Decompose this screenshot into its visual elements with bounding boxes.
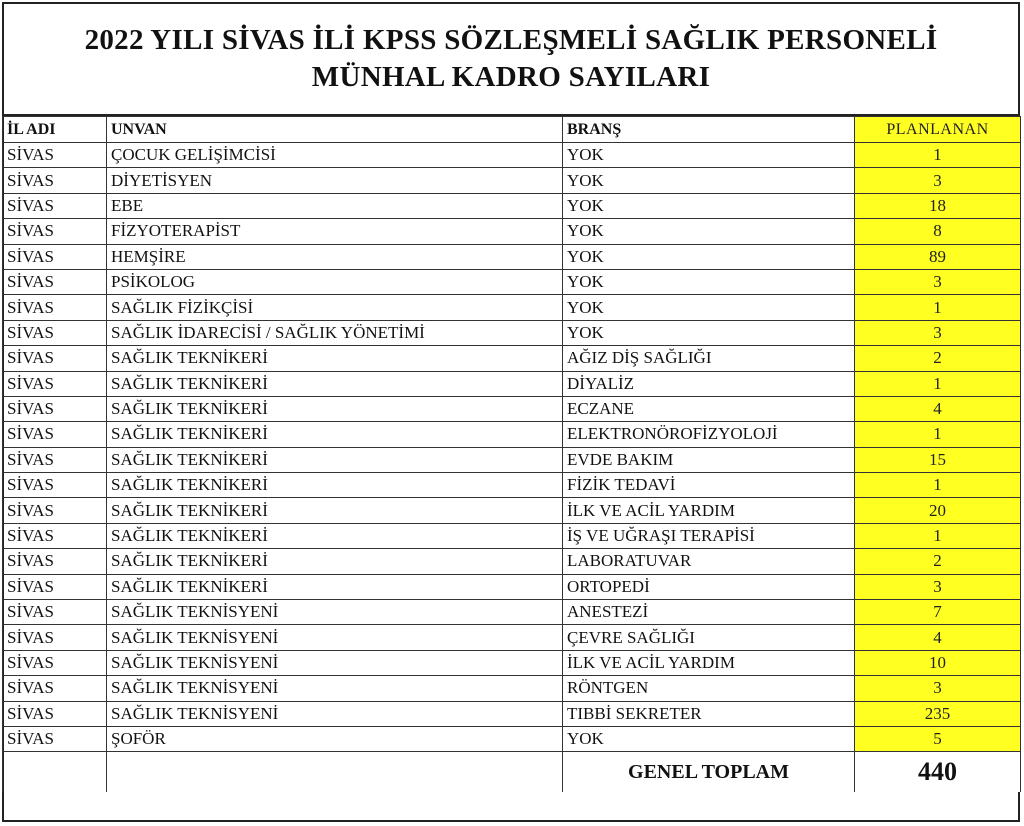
cell-il: SİVAS (3, 523, 107, 548)
cell-brans: ÇEVRE SAĞLIĞI (563, 625, 855, 650)
table-row (3, 650, 1021, 675)
cell-il: SİVAS (3, 193, 107, 218)
cell-il: SİVAS (3, 625, 107, 650)
cell-planlanan: 10 (855, 650, 1021, 675)
cell-brans: YOK (563, 168, 855, 193)
cell-brans: İLK VE ACİL YARDIM (563, 650, 855, 675)
table-row (3, 422, 1021, 447)
table-row (3, 295, 1021, 320)
cell-unvan: SAĞLIK TEKNİSYENİ (107, 650, 563, 675)
cell-unvan: ÇOCUK GELİŞİMCİSİ (107, 143, 563, 168)
cell-il: SİVAS (3, 143, 107, 168)
cell-unvan: SAĞLIK TEKNİKERİ (107, 371, 563, 396)
title-line-2: MÜNHAL KADRO SAYILARI (311, 61, 711, 93)
cell-brans: DİYALİZ (563, 371, 855, 396)
table-row (3, 701, 1021, 726)
cell-planlanan: 89 (855, 244, 1021, 269)
cell-planlanan: 3 (855, 168, 1021, 193)
cell-unvan: SAĞLIK İDARECİSİ / SAĞLIK YÖNETİMİ (107, 320, 563, 345)
table-row (3, 269, 1021, 294)
table-row (3, 346, 1021, 371)
cell-planlanan: 1 (855, 143, 1021, 168)
cell-unvan: SAĞLIK TEKNİKERİ (107, 447, 563, 472)
table-row (3, 320, 1021, 345)
cell-unvan: SAĞLIK TEKNİKERİ (107, 498, 563, 523)
cell-unvan: PSİKOLOG (107, 269, 563, 294)
table-row (3, 396, 1021, 421)
cell-planlanan: 2 (855, 346, 1021, 371)
cell-unvan: SAĞLIK TEKNİSYENİ (107, 625, 563, 650)
table-row (3, 498, 1021, 523)
cell-unvan: SAĞLIK TEKNİKERİ (107, 396, 563, 421)
table-row (3, 676, 1021, 701)
table-row (3, 549, 1021, 574)
cell-brans: YOK (563, 219, 855, 244)
vacancy-table (2, 116, 1021, 792)
cell-planlanan: 3 (855, 320, 1021, 345)
total-value: 440 (855, 752, 1021, 792)
cell-unvan: ŞOFÖR (107, 726, 563, 751)
cell-brans: ELEKTRONÖROFİZYOLOJİ (563, 422, 855, 447)
cell-planlanan: 1 (855, 295, 1021, 320)
cell-unvan: SAĞLIK TEKNİSYENİ (107, 600, 563, 625)
cell-unvan: SAĞLIK TEKNİSYENİ (107, 701, 563, 726)
cell-brans: AĞIZ DİŞ SAĞLIĞI (563, 346, 855, 371)
cell-planlanan: 1 (855, 422, 1021, 447)
table-row (3, 168, 1021, 193)
cell-brans: YOK (563, 320, 855, 345)
cell-unvan: SAĞLIK TEKNİKERİ (107, 473, 563, 498)
table-row (3, 625, 1021, 650)
cell-il: SİVAS (3, 269, 107, 294)
cell-planlanan: 3 (855, 269, 1021, 294)
cell-il: SİVAS (3, 422, 107, 447)
cell-planlanan: 18 (855, 193, 1021, 218)
cell-planlanan: 235 (855, 701, 1021, 726)
cell-planlanan: 7 (855, 600, 1021, 625)
cell-il: SİVAS (3, 650, 107, 675)
table-row (3, 244, 1021, 269)
cell-brans: ORTOPEDİ (563, 574, 855, 599)
cell-brans: YOK (563, 244, 855, 269)
cell-il: SİVAS (3, 549, 107, 574)
cell-unvan: SAĞLIK TEKNİKERİ (107, 549, 563, 574)
cell-planlanan: 1 (855, 523, 1021, 548)
cell-planlanan: 4 (855, 625, 1021, 650)
cell-planlanan: 1 (855, 473, 1021, 498)
cell-unvan: SAĞLIK TEKNİKERİ (107, 523, 563, 548)
cell-il: SİVAS (3, 168, 107, 193)
cell-il: SİVAS (3, 447, 107, 472)
cell-il: SİVAS (3, 600, 107, 625)
cell-brans: İLK VE ACİL YARDIM (563, 498, 855, 523)
cell-planlanan: 3 (855, 574, 1021, 599)
table-row (3, 473, 1021, 498)
table-header-row (3, 117, 1021, 143)
cell-unvan: SAĞLIK FİZİKÇİSİ (107, 295, 563, 320)
cell-planlanan: 15 (855, 447, 1021, 472)
cell-il: SİVAS (3, 574, 107, 599)
cell-il: SİVAS (3, 726, 107, 751)
table-row (3, 574, 1021, 599)
title-line-1: 2022 YILI SİVAS İLİ KPSS SÖZLEŞMELİ SAĞLIK PERSONELİ (84, 24, 938, 56)
table-row (3, 143, 1021, 168)
total-empty-1 (3, 752, 107, 792)
table-row (3, 193, 1021, 218)
cell-planlanan: 2 (855, 549, 1021, 574)
table-row (3, 523, 1021, 548)
cell-brans: İŞ VE UĞRAŞI TERAPİSİ (563, 523, 855, 548)
cell-brans: YOK (563, 295, 855, 320)
table-row (3, 371, 1021, 396)
cell-unvan: FİZYOTERAPİST (107, 219, 563, 244)
cell-planlanan: 8 (855, 219, 1021, 244)
document-sheet (2, 2, 1020, 822)
cell-brans: FİZİK TEDAVİ (563, 473, 855, 498)
cell-il: SİVAS (3, 346, 107, 371)
cell-il: SİVAS (3, 219, 107, 244)
cell-il: SİVAS (3, 701, 107, 726)
cell-unvan: SAĞLIK TEKNİKERİ (107, 422, 563, 447)
cell-planlanan: 5 (855, 726, 1021, 751)
cell-il: SİVAS (3, 244, 107, 269)
cell-unvan: SAĞLIK TEKNİKERİ (107, 346, 563, 371)
cell-brans: YOK (563, 143, 855, 168)
cell-brans: YOK (563, 269, 855, 294)
total-label: GENEL TOPLAM (563, 752, 855, 792)
cell-il: SİVAS (3, 473, 107, 498)
header-planlanan: PLANLANAN (855, 117, 1021, 143)
cell-unvan: EBE (107, 193, 563, 218)
cell-il: SİVAS (3, 320, 107, 345)
cell-brans: TIBBİ SEKRETER (563, 701, 855, 726)
header-brans: BRANŞ (563, 117, 855, 143)
header-unvan: UNVAN (107, 117, 563, 143)
header-il-adi: İL ADI (3, 117, 107, 143)
cell-brans: ANESTEZİ (563, 600, 855, 625)
cell-il: SİVAS (3, 396, 107, 421)
cell-planlanan: 4 (855, 396, 1021, 421)
cell-brans: LABORATUVAR (563, 549, 855, 574)
table-row (3, 726, 1021, 751)
table-row (3, 447, 1021, 472)
cell-planlanan: 20 (855, 498, 1021, 523)
cell-il: SİVAS (3, 295, 107, 320)
cell-il: SİVAS (3, 371, 107, 396)
cell-brans: EVDE BAKIM (563, 447, 855, 472)
document-title (4, 4, 1018, 116)
total-empty-2 (107, 752, 563, 792)
cell-brans: YOK (563, 726, 855, 751)
cell-il: SİVAS (3, 498, 107, 523)
table-row (3, 219, 1021, 244)
total-row (3, 752, 1021, 792)
cell-brans: ECZANE (563, 396, 855, 421)
table-row (3, 600, 1021, 625)
cell-unvan: HEMŞİRE (107, 244, 563, 269)
cell-planlanan: 3 (855, 676, 1021, 701)
cell-planlanan: 1 (855, 371, 1021, 396)
cell-unvan: SAĞLIK TEKNİSYENİ (107, 676, 563, 701)
cell-brans: RÖNTGEN (563, 676, 855, 701)
cell-brans: YOK (563, 193, 855, 218)
cell-unvan: DİYETİSYEN (107, 168, 563, 193)
cell-il: SİVAS (3, 676, 107, 701)
cell-unvan: SAĞLIK TEKNİKERİ (107, 574, 563, 599)
